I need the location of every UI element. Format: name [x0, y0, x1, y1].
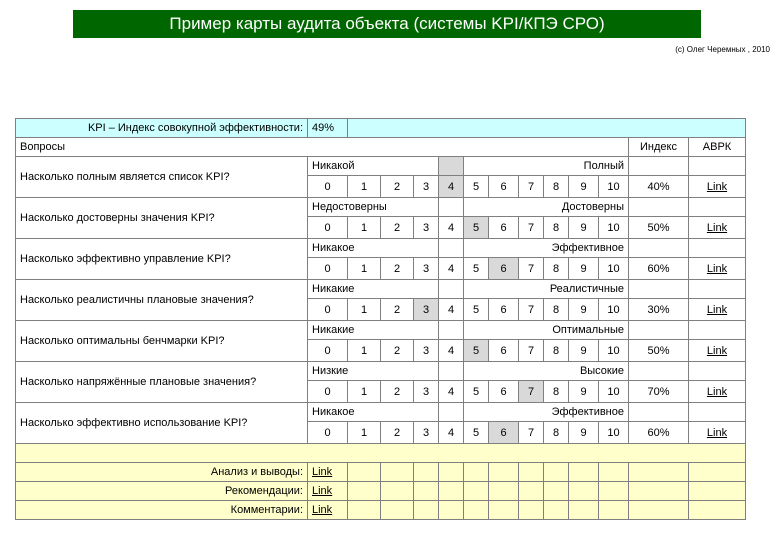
scale-mid-cell — [439, 198, 464, 217]
scale-option[interactable]: 3 — [414, 217, 439, 239]
question-text: Насколько реалистичны плановые значения? — [16, 280, 308, 321]
scale-high-label: Эффективное — [464, 403, 629, 422]
spacer-row — [16, 444, 746, 463]
scale-option[interactable]: 1 — [348, 299, 381, 321]
scale-option[interactable]: 3 — [414, 299, 439, 321]
footer-empty-cell — [414, 501, 439, 520]
scale-option[interactable]: 2 — [381, 299, 414, 321]
credit-text: (c) Олег Черемных , 2010 — [675, 45, 770, 54]
abrk-link[interactable]: Link — [706, 303, 728, 316]
footer-empty-cell — [414, 463, 439, 482]
abrk-link[interactable]: Link — [706, 426, 728, 439]
scale-option[interactable]: 1 — [348, 258, 381, 280]
scale-low-label: Никакие — [308, 280, 439, 299]
abrk-link-cell — [689, 299, 746, 321]
scale-high-label: Реалистичные — [464, 280, 629, 299]
scale-option[interactable]: 1 — [348, 381, 381, 403]
footer-empty-cell — [464, 463, 489, 482]
scale-option[interactable]: 7 — [519, 299, 544, 321]
index-header: Индекс — [629, 138, 689, 157]
audit-table — [15, 118, 746, 520]
scale-option[interactable]: 0 — [308, 422, 348, 444]
scale-labels-row — [16, 403, 746, 422]
scale-option[interactable]: 9 — [569, 422, 599, 444]
scale-option[interactable]: 7 — [519, 381, 544, 403]
question-text: Насколько оптимальны бенчмарки KPI? — [16, 321, 308, 362]
scale-option[interactable]: 4 — [439, 340, 464, 362]
scale-option[interactable]: 6 — [489, 381, 519, 403]
scale-option[interactable]: 9 — [569, 176, 599, 198]
scale-option[interactable]: 8 — [544, 340, 569, 362]
footer-label: Анализ и выводы: — [16, 463, 308, 482]
footer-empty-cell — [599, 463, 629, 482]
kpi-filler — [348, 119, 746, 138]
scale-option[interactable]: 10 — [599, 217, 629, 239]
footer-empty-cell — [629, 482, 689, 501]
footer-link[interactable]: Link — [312, 504, 333, 516]
question-text: Насколько эффективно управление KPI? — [16, 239, 308, 280]
abrk-link[interactable]: Link — [706, 344, 728, 357]
scale-option[interactable]: 2 — [381, 176, 414, 198]
scale-mid-cell — [439, 280, 464, 299]
scale-labels-row — [16, 321, 746, 340]
abrk-link[interactable]: Link — [706, 385, 728, 398]
scale-option[interactable]: 7 — [519, 217, 544, 239]
abrk-link[interactable]: Link — [706, 262, 728, 275]
scale-option[interactable]: 10 — [599, 381, 629, 403]
footer-empty-cell — [439, 501, 464, 520]
scale-low-label: Никакой — [308, 157, 439, 176]
scale-option[interactable]: 0 — [308, 340, 348, 362]
scale-option[interactable]: 2 — [381, 422, 414, 444]
footer-empty-cell — [464, 482, 489, 501]
scale-option[interactable]: 0 — [308, 258, 348, 280]
scale-labels-row — [16, 239, 746, 258]
scale-mid-cell — [439, 403, 464, 422]
scale-option[interactable]: 8 — [544, 381, 569, 403]
footer-link[interactable]: Link — [312, 466, 333, 478]
scale-option[interactable]: 2 — [381, 217, 414, 239]
index-spacer — [629, 403, 689, 422]
scale-labels-row — [16, 362, 746, 381]
index-value: 70% — [629, 381, 689, 403]
scale-option[interactable]: 2 — [381, 258, 414, 280]
footer-empty-cell — [569, 463, 599, 482]
scale-option[interactable]: 1 — [348, 340, 381, 362]
footer-empty-cell — [381, 501, 414, 520]
scale-labels-row — [16, 157, 746, 176]
index-spacer — [629, 157, 689, 176]
abrk-header: АВРК — [689, 138, 746, 157]
scale-high-label: Эффективное — [464, 239, 629, 258]
page-title: Пример карты аудита объекта (системы KPI/КПЭ СРО) — [73, 10, 701, 38]
index-spacer — [629, 321, 689, 340]
footer-empty-cell — [599, 482, 629, 501]
scale-option[interactable]: 1 — [348, 422, 381, 444]
scale-labels-row — [16, 280, 746, 299]
header-row — [16, 138, 746, 157]
index-spacer — [629, 280, 689, 299]
kpi-value: 49% — [308, 119, 348, 138]
footer-empty-cell — [489, 463, 519, 482]
abrk-spacer — [689, 362, 746, 381]
scale-option[interactable]: 5 — [464, 217, 489, 239]
abrk-spacer — [689, 403, 746, 422]
footer-empty-cell — [519, 482, 544, 501]
scale-low-label: Недостоверны — [308, 198, 439, 217]
abrk-link[interactable]: Link — [706, 221, 728, 234]
footer-empty-cell — [599, 501, 629, 520]
footer-empty-cell — [489, 482, 519, 501]
scale-option[interactable]: 2 — [381, 381, 414, 403]
footer-empty-cell — [348, 482, 381, 501]
footer-empty-cell — [348, 463, 381, 482]
footer-empty-cell — [629, 463, 689, 482]
abrk-spacer — [689, 198, 746, 217]
scale-option[interactable]: 10 — [599, 176, 629, 198]
footer-label: Комментарии: — [16, 501, 308, 520]
scale-option[interactable]: 7 — [519, 340, 544, 362]
scale-option[interactable]: 7 — [519, 422, 544, 444]
scale-option[interactable]: 9 — [569, 258, 599, 280]
spacer-cell — [16, 444, 746, 463]
footer-empty-cell — [381, 463, 414, 482]
scale-option[interactable]: 0 — [308, 299, 348, 321]
scale-option[interactable]: 10 — [599, 258, 629, 280]
question-text: Насколько напряжённые плановые значения? — [16, 362, 308, 403]
abrk-spacer — [689, 321, 746, 340]
question-text: Насколько достоверны значения KPI? — [16, 198, 308, 239]
abrk-spacer — [689, 239, 746, 258]
index-spacer — [629, 198, 689, 217]
scale-option[interactable]: 9 — [569, 299, 599, 321]
scale-option[interactable]: 0 — [308, 176, 348, 198]
kpi-label: KPI – Индекс совокупной эффективности: — [16, 119, 308, 138]
abrk-link-cell — [689, 340, 746, 362]
scale-option[interactable]: 4 — [439, 381, 464, 403]
scale-option[interactable]: 8 — [544, 176, 569, 198]
footer-empty-cell — [569, 482, 599, 501]
scale-option[interactable]: 5 — [464, 176, 489, 198]
kpi-row — [16, 119, 746, 138]
questions-header: Вопросы — [16, 138, 629, 157]
abrk-link-cell — [689, 381, 746, 403]
scale-option[interactable]: 3 — [414, 176, 439, 198]
scale-option[interactable]: 9 — [569, 340, 599, 362]
scale-option[interactable]: 4 — [439, 217, 464, 239]
footer-empty-cell — [519, 501, 544, 520]
index-value: 40% — [629, 176, 689, 198]
index-value: 60% — [629, 258, 689, 280]
scale-option[interactable]: 3 — [414, 258, 439, 280]
footer-empty-cell — [414, 482, 439, 501]
scale-option[interactable]: 8 — [544, 299, 569, 321]
footer-empty-cell — [629, 501, 689, 520]
scale-option[interactable]: 9 — [569, 381, 599, 403]
scale-high-label: Оптимальные — [464, 321, 629, 340]
footer-empty-cell — [439, 482, 464, 501]
scale-option[interactable]: 4 — [439, 176, 464, 198]
scale-option[interactable]: 8 — [544, 422, 569, 444]
scale-option[interactable]: 6 — [489, 340, 519, 362]
scale-option[interactable]: 5 — [464, 422, 489, 444]
scale-low-label: Никакие — [308, 321, 439, 340]
scale-option[interactable]: 4 — [439, 299, 464, 321]
footer-label: Рекомендации: — [16, 482, 308, 501]
footer-empty-cell — [489, 501, 519, 520]
index-value: 30% — [629, 299, 689, 321]
scale-option[interactable]: 3 — [414, 381, 439, 403]
scale-option[interactable]: 5 — [464, 299, 489, 321]
scale-option[interactable]: 6 — [489, 422, 519, 444]
index-value: 60% — [629, 422, 689, 444]
footer-empty-cell — [348, 501, 381, 520]
scale-option[interactable]: 6 — [489, 258, 519, 280]
scale-high-label: Достоверны — [464, 198, 629, 217]
scale-option[interactable]: 10 — [599, 422, 629, 444]
footer-empty-cell — [689, 482, 746, 501]
abrk-link-cell — [689, 217, 746, 239]
scale-low-label: Никакое — [308, 239, 439, 258]
footer-link-cell — [308, 501, 348, 520]
scale-option[interactable]: 5 — [464, 258, 489, 280]
scale-mid-cell — [439, 239, 464, 258]
footer-link-cell — [308, 482, 348, 501]
scale-option[interactable]: 6 — [489, 299, 519, 321]
scale-option[interactable]: 6 — [489, 217, 519, 239]
footer-row — [16, 463, 746, 482]
scale-low-label: Никакое — [308, 403, 439, 422]
footer-empty-cell — [689, 501, 746, 520]
scale-option[interactable]: 2 — [381, 340, 414, 362]
scale-option[interactable]: 4 — [439, 422, 464, 444]
scale-option[interactable]: 5 — [464, 340, 489, 362]
abrk-spacer — [689, 280, 746, 299]
scale-option[interactable]: 10 — [599, 299, 629, 321]
index-value: 50% — [629, 340, 689, 362]
scale-option[interactable]: 0 — [308, 381, 348, 403]
footer-empty-cell — [544, 463, 569, 482]
footer-row — [16, 482, 746, 501]
scale-option[interactable]: 8 — [544, 258, 569, 280]
footer-empty-cell — [569, 501, 599, 520]
abrk-link-cell — [689, 422, 746, 444]
index-spacer — [629, 362, 689, 381]
footer-empty-cell — [689, 463, 746, 482]
scale-low-label: Низкие — [308, 362, 439, 381]
question-text: Насколько полным является список KPI? — [16, 157, 308, 198]
abrk-link-cell — [689, 258, 746, 280]
footer-row — [16, 501, 746, 520]
footer-empty-cell — [381, 482, 414, 501]
scale-mid-cell — [439, 321, 464, 340]
scale-option[interactable]: 1 — [348, 176, 381, 198]
footer-empty-cell — [439, 463, 464, 482]
scale-option[interactable]: 9 — [569, 217, 599, 239]
scale-mid-cell — [439, 362, 464, 381]
scale-option[interactable]: 4 — [439, 258, 464, 280]
footer-link[interactable]: Link — [312, 485, 333, 497]
index-value: 50% — [629, 217, 689, 239]
index-spacer — [629, 239, 689, 258]
scale-option[interactable]: 8 — [544, 217, 569, 239]
scale-option[interactable]: 3 — [414, 340, 439, 362]
footer-link-cell — [308, 463, 348, 482]
scale-option[interactable]: 7 — [519, 258, 544, 280]
scale-labels-row — [16, 198, 746, 217]
question-text: Насколько эффективно использование KPI? — [16, 403, 308, 444]
scale-option[interactable]: 10 — [599, 340, 629, 362]
footer-empty-cell — [519, 463, 544, 482]
scale-option[interactable]: 3 — [414, 422, 439, 444]
footer-empty-cell — [544, 482, 569, 501]
scale-option[interactable]: 7 — [519, 176, 544, 198]
scale-high-label: Высокие — [464, 362, 629, 381]
scale-high-label: Полный — [464, 157, 629, 176]
scale-option[interactable]: 0 — [308, 217, 348, 239]
scale-mid-cell — [439, 157, 464, 176]
scale-option[interactable]: 6 — [489, 176, 519, 198]
scale-option[interactable]: 5 — [464, 381, 489, 403]
footer-empty-cell — [544, 501, 569, 520]
footer-empty-cell — [464, 501, 489, 520]
scale-option[interactable]: 1 — [348, 217, 381, 239]
abrk-spacer — [689, 157, 746, 176]
abrk-link[interactable]: Link — [706, 180, 728, 193]
abrk-link-cell — [689, 176, 746, 198]
